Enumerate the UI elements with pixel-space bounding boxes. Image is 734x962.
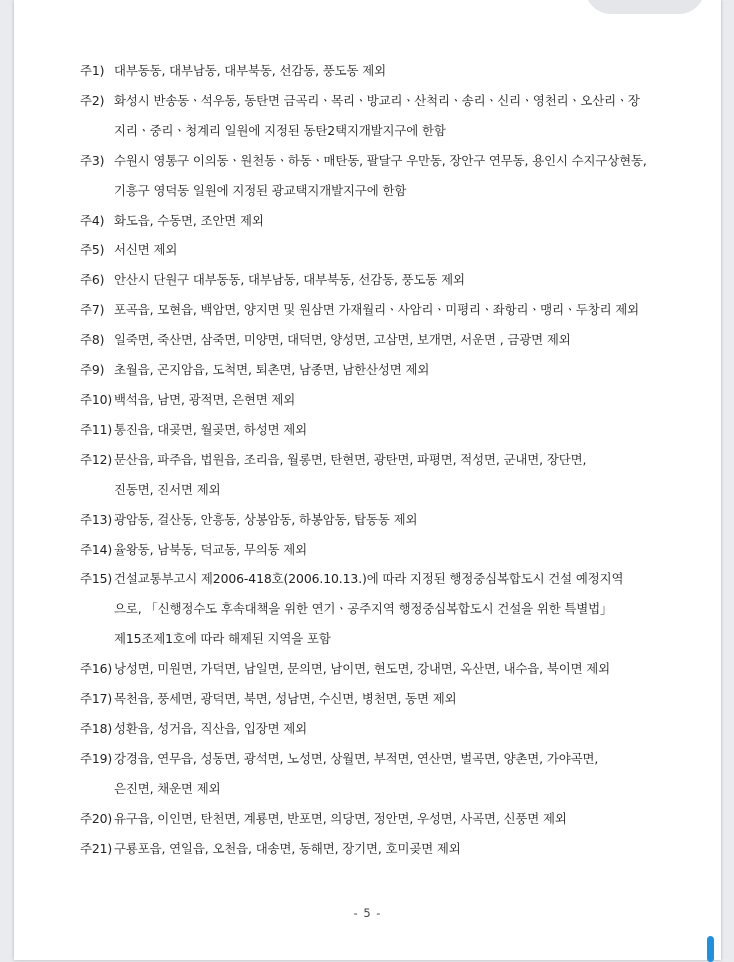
footnote-line: 유구읍, 이인면, 탄천면, 계룡면, 반포면, 의당면, 정안면, 우성면, 사곡면, 신풍면 제외 <box>114 810 567 826</box>
footnote-text <box>114 206 680 236</box>
footnote-line: 목천읍, 풍세면, 광덕면, 북면, 성남면, 수신면, 병천면, 동면 제외 <box>114 691 457 707</box>
footnote-item <box>80 206 680 236</box>
footnote-line: 은진면, 채운면 제외 <box>114 780 221 796</box>
footnote-item <box>80 235 680 265</box>
footnote-line: 화도읍, 수동면, 조안면 제외 <box>114 212 264 228</box>
footnote-item <box>80 146 680 206</box>
footnote-line: 문산읍, 파주읍, 법원읍, 조리읍, 월롱면, 탄현면, 광탄면, 파평면, 적성면, 군내면, 장단면, <box>114 451 587 467</box>
footnote-line: 서신면 제외 <box>114 242 178 258</box>
footnote-label: 주9) <box>80 362 105 378</box>
footnote-label: 주10) <box>80 391 113 407</box>
footnote-text <box>114 505 680 535</box>
footnote-line: 대부동동, 대부남동, 대부북동, 선감동, 풍도동 제외 <box>114 63 386 78</box>
footnote-text <box>114 804 680 834</box>
footnote-item <box>80 714 680 744</box>
footnote-item <box>80 415 680 445</box>
footnote-item <box>80 445 680 505</box>
footnote-text <box>114 146 680 206</box>
footnote-text <box>114 415 680 445</box>
footnote-text <box>114 325 680 355</box>
footnote-item <box>80 325 680 355</box>
footnote-line: 성환읍, 성거읍, 직산읍, 입장면 제외 <box>114 720 308 736</box>
footnote-line: 강경읍, 연무읍, 성동면, 광석면, 노성면, 상월면, 부적면, 연산면, 벌곡면, 양촌면, 가야곡면, <box>114 750 599 766</box>
scrollbar-thumb[interactable] <box>707 936 714 962</box>
footnote-text <box>114 564 680 654</box>
footnote-item <box>80 535 680 565</box>
footnote-item <box>80 744 680 804</box>
footnote-text <box>114 535 680 565</box>
footnote-text <box>114 265 680 295</box>
footnote-line: 수원시 영통구 이의동ㆍ원천동ㆍ하동ㆍ매탄동, 팔달구 우만동, 장안구 연무동, 용인시 수지구상현동, <box>114 152 647 168</box>
footnote-label: 주16) <box>80 661 113 677</box>
page-number: - 5 - <box>353 906 382 920</box>
footnote-label: 주14) <box>80 541 113 557</box>
footnote-label: 주11) <box>80 421 113 437</box>
footnote-line: 안산시 단원구 대부동동, 대부남동, 대부북동, 선감동, 풍도동 제외 <box>114 272 465 288</box>
footnote-label: 주20) <box>80 810 113 826</box>
footnote-label: 주1) <box>80 63 105 78</box>
footnote-item <box>80 355 680 385</box>
footnote-text <box>114 355 680 385</box>
footnote-label: 주21) <box>80 840 113 856</box>
footnote-item <box>80 295 680 325</box>
footnote-text <box>114 654 680 684</box>
footnote-item <box>80 834 680 864</box>
footnote-line: 초월읍, 곤지암읍, 도척면, 퇴촌면, 남종면, 남한산성면 제외 <box>114 362 430 378</box>
footnote-item <box>80 505 680 535</box>
footnote-label: 주13) <box>80 511 113 527</box>
footnote-line: 화성시 반송동ㆍ석우동, 동탄면 금곡리ㆍ목리ㆍ방교리ㆍ산척리ㆍ송리ㆍ신리ㆍ영천리ㆍ오산리ㆍ장 <box>114 92 640 108</box>
footnote-text <box>114 295 680 325</box>
document-page <box>14 0 721 960</box>
footnote-item <box>80 86 680 146</box>
footnote-text <box>114 86 680 146</box>
footnote-text <box>114 744 680 804</box>
footnote-line: 지리ㆍ중리ㆍ청계리 일원에 지정된 동탄2택지개발지구에 한함 <box>114 122 446 138</box>
footnote-line: 으로, 「신행정수도 후속대책을 위한 연기ㆍ공주지역 행정중심복합도시 건설을 위한 특별법」 <box>114 601 613 617</box>
footnote-text <box>114 834 680 864</box>
footnote-item <box>80 564 680 654</box>
footnote-line: 제15조제1호에 따라 해제된 지역을 포함 <box>114 631 331 647</box>
footnote-label: 주6) <box>80 272 105 288</box>
footnote-label: 주15) <box>80 571 113 587</box>
footnote-line: 통진읍, 대곶면, 월곶면, 하성면 제외 <box>114 421 308 437</box>
footnote-line: 포곡읍, 모현읍, 백암면, 양지면 및 원삼면 가재월리ㆍ사암리ㆍ미평리ㆍ좌항리ㆍ맹리ㆍ두창리 제외 <box>114 302 640 318</box>
footnote-label: 주2) <box>80 92 105 108</box>
footnote-line: 진동면, 진서면 제외 <box>114 481 221 497</box>
viewer-corner-tab <box>585 0 705 14</box>
footnote-list <box>80 56 680 863</box>
footnote-line: 구룡포읍, 연일읍, 오천읍, 대송면, 동해면, 장기면, 호미곶면 제외 <box>114 840 461 856</box>
footnote-label: 주5) <box>80 242 105 258</box>
footnote-label: 주7) <box>80 302 105 318</box>
footnote-item <box>80 654 680 684</box>
footnote-item <box>80 684 680 714</box>
footnote-line: 건설교통부고시 제2006-418호(2006.10.13.)에 따라 지정된 행정중심복합도시 건설 예정지역 <box>114 571 624 587</box>
footnote-item <box>80 804 680 834</box>
footnote-line: 기흥구 영덕동 일원에 지정된 광교택지개발지구에 한함 <box>114 182 407 198</box>
footnote-line: 광암동, 걸산동, 안흥동, 상봉암동, 하봉암동, 탑동동 제외 <box>114 511 418 527</box>
footnote-text <box>114 714 680 744</box>
footnote-item <box>80 385 680 415</box>
footnote-label: 주17) <box>80 691 113 707</box>
footnote-label: 주19) <box>80 750 113 766</box>
footnote-label: 주12) <box>80 451 113 467</box>
footnote-text <box>114 684 680 714</box>
footnote-item <box>80 265 680 295</box>
footnote-label: 주4) <box>80 212 105 228</box>
footnote-text <box>114 385 680 415</box>
footnote-text <box>114 56 680 86</box>
footnote-line: 낭성면, 미원면, 가덕면, 남일면, 문의면, 남이면, 현도면, 강내면, 옥산면, 내수읍, 북이면 제외 <box>114 661 611 677</box>
footnote-item <box>80 56 680 86</box>
footnote-text <box>114 235 680 265</box>
footnote-label: 주8) <box>80 332 105 348</box>
footnote-label: 주3) <box>80 152 105 168</box>
footnote-text <box>114 445 680 505</box>
footnote-line: 율왕동, 남북동, 덕교동, 무의동 제외 <box>114 541 308 557</box>
footnote-line: 일죽면, 죽산면, 삼죽면, 미양면, 대덕면, 양성면, 고삼면, 보개면, 서운면 , 금광면 제외 <box>114 332 571 348</box>
footnote-label: 주18) <box>80 720 113 736</box>
footnote-line: 백석읍, 남면, 광적면, 은현면 제외 <box>114 391 296 407</box>
